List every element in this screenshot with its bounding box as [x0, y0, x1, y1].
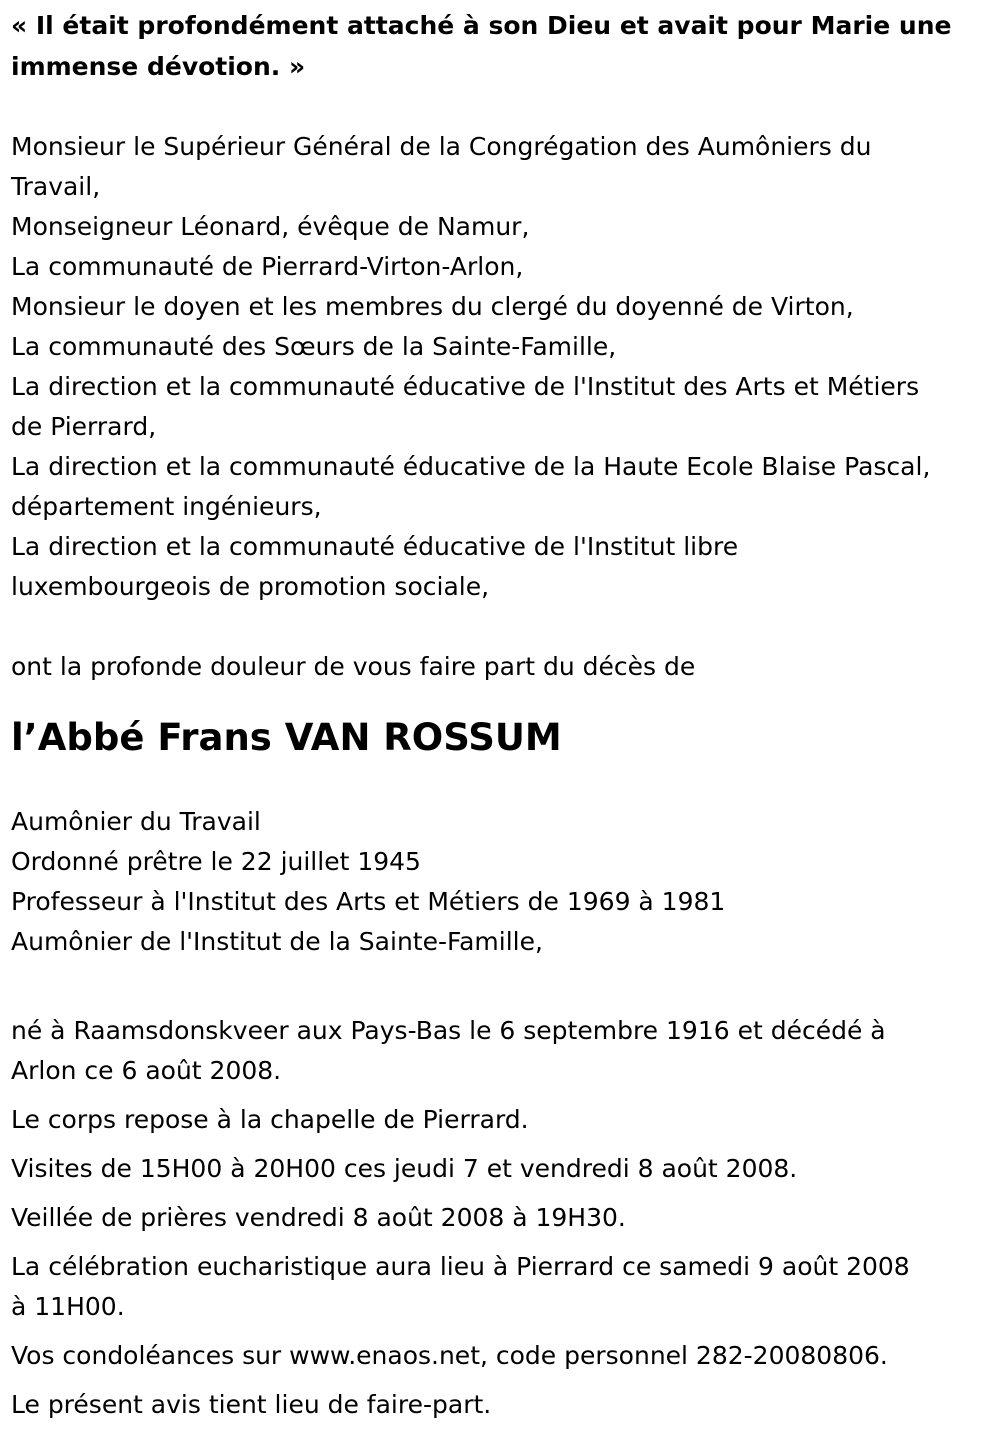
visits-text: Visites de 15H00 à 20H00 ces jeudi 7 et vendredi 8 août 2008. [11, 1154, 798, 1183]
sender-line: Travail, [11, 172, 101, 201]
senders-list [11, 127, 993, 607]
celebration-line-1: La célébration eucharistique aura lieu à Pierrard ce samedi 9 août 2008 [11, 1252, 910, 1281]
birth-death-info [11, 1011, 993, 1091]
sender-line: Monsieur le doyen et les membres du clergé du doyenné de Virton, [11, 292, 854, 321]
title-line: Aumônier du Travail [11, 807, 261, 836]
sender-line: La direction et la communauté éducative de l'Institut des Arts et Métiers [11, 372, 920, 401]
title-line: Ordonné prêtre le 22 juillet 1945 [11, 847, 421, 876]
condolences-text: Vos condoléances sur www.enaos.net, code personnel 282-20080806. [11, 1341, 888, 1370]
sender-line: Monsieur le Supérieur Général de la Congrégation des Aumôniers du [11, 132, 872, 161]
sender-line: La communauté de Pierrard-Virton-Arlon, [11, 252, 524, 281]
birth-death-line-1: né à Raamsdonskveer aux Pays-Bas le 6 septembre 1916 et décédé à [11, 1016, 886, 1045]
title-line: Aumônier de l'Institut de la Sainte-Famille, [11, 927, 543, 956]
celebration-info [11, 1247, 993, 1327]
quote-line-2: immense dévotion. » [11, 52, 306, 81]
vigil-text: Veillée de prières vendredi 8 août 2008 à 19H30. [11, 1203, 626, 1232]
obituary-notice [11, 5, 993, 1425]
sender-line: La direction et la communauté éducative de l'Institut libre [11, 532, 739, 561]
sender-line: La communauté des Sœurs de la Sainte-Famille, [11, 332, 617, 361]
title-line: Professeur à l'Institut des Arts et Métiers de 1969 à 1981 [11, 887, 726, 916]
sender-line: La direction et la communauté éducative de la Haute Ecole Blaise Pascal, [11, 452, 931, 481]
notice-text: Le présent avis tient lieu de faire-part. [11, 1390, 492, 1419]
sender-line: de Pierrard, [11, 412, 157, 441]
titles-list [11, 802, 993, 962]
sender-line: luxembourgeois de promotion sociale, [11, 572, 490, 601]
quote-line-1: « Il était profondément attaché à son Dieu et avait pour Marie une [11, 11, 952, 40]
opening-quote [11, 5, 993, 87]
rest-place-text: Le corps repose à la chapelle de Pierrard. [11, 1105, 529, 1134]
sender-line: Monseigneur Léonard, évêque de Namur, [11, 212, 530, 241]
celebration-line-2: à 11H00. [11, 1292, 125, 1321]
deceased-name: l’Abbé Frans VAN ROSSUM [11, 716, 562, 759]
announcement-text: ont la profonde douleur de vous faire part du décès de [11, 652, 696, 681]
birth-death-line-2: Arlon ce 6 août 2008. [11, 1056, 282, 1085]
sender-line: département ingénieurs, [11, 492, 322, 521]
